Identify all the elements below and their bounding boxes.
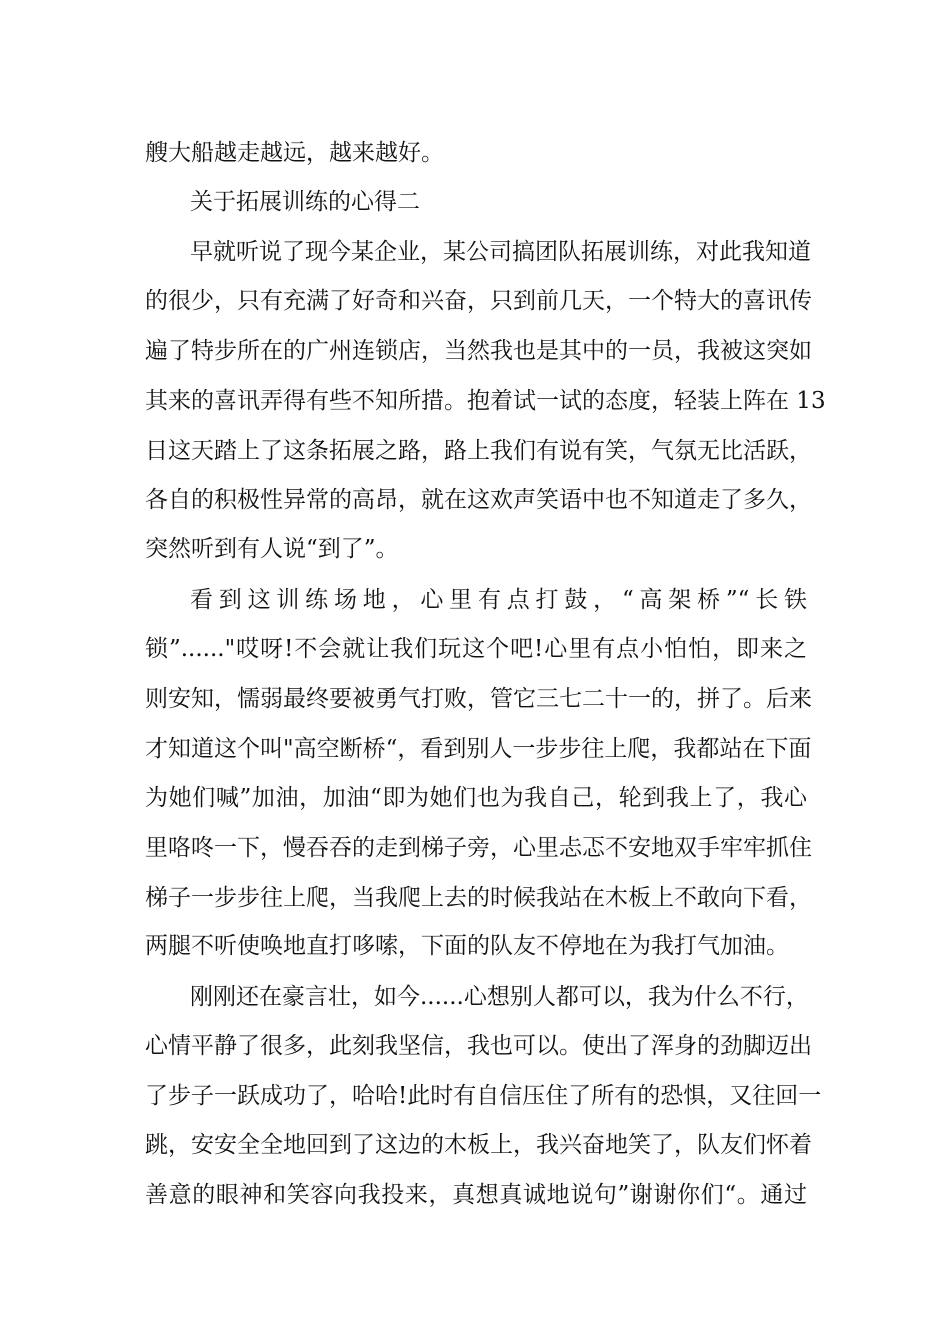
- text-line: 锁”......"哎呀!不会就让我们玩这个吧!心里有点小怕怕，即来之: [145, 636, 807, 662]
- text-line: 艘大船越走越远，越来越好。: [145, 140, 444, 166]
- text-line: 了步子一跃成功了，哈哈!此时有自信压住了所有的恐惧，又往回一: [145, 1083, 822, 1109]
- text-line: 跳，安安全全地回到了这边的木板上，我兴奋地笑了，队友们怀着: [145, 1132, 812, 1158]
- text-line: 两腿不听使唤地直打哆嗦，下面的队友不停地在为我打气加油。: [145, 933, 789, 959]
- text-line: 的很少，只有充满了好奇和兴奋，只到前几天，一个特大的喜讯传: [145, 288, 812, 314]
- text-line: 看到这训练场地，心里有点打鼓，“高架桥”“长铁: [190, 587, 807, 613]
- section-heading: 关于拓展训练的心得二: [190, 189, 420, 215]
- text-line: 为她们喊”加油，加油“即为她们也为我自己，轮到我上了，我心: [145, 785, 807, 811]
- text-line: 则安知，懦弱最终要被勇气打败，管它三七二十一的，拼了。后来: [145, 686, 812, 712]
- text-line: 刚刚还在豪言壮，如今......心想别人都可以，我为什么不行，: [190, 984, 809, 1010]
- text-line: 善意的眼神和笑容向我投来，真想真诚地说句”谢谢你们“。通过: [145, 1182, 807, 1208]
- text-line: 其来的喜讯弄得有些不知所措。抱着试一试的态度，轻装上阵在 13: [145, 388, 826, 414]
- text-line: 遍了特步所在的广州连锁店，当然我也是其中的一员，我被这突如: [145, 338, 812, 364]
- text-line: 各自的积极性异常的高昂，就在这欢声笑语中也不知道走了多久，: [145, 487, 812, 513]
- text-line: 梯子一步步往上爬，当我爬上去的时候我站在木板上不敢向下看，: [145, 885, 812, 911]
- text-line: 早就听说了现今某企业，某公司搞团队拓展训练，对此我知道: [190, 239, 811, 265]
- text-line: 才知道这个叫"高空断桥“，看到别人一步步往上爬，我都站在下面: [145, 736, 812, 762]
- text-line: 突然听到有人说“到了”。: [145, 536, 399, 562]
- text-line: 心情平静了很多，此刻我坚信，我也可以。使出了浑身的劲脚迈出: [145, 1033, 812, 1059]
- text-line: 里咯咚一下，慢吞吞的走到梯子旁，心里忐忑不安地双手牢牢抓住: [145, 835, 812, 861]
- text-line: 日这天踏上了这条拓展之路，路上我们有说有笑，气氛无比活跃，: [145, 438, 812, 464]
